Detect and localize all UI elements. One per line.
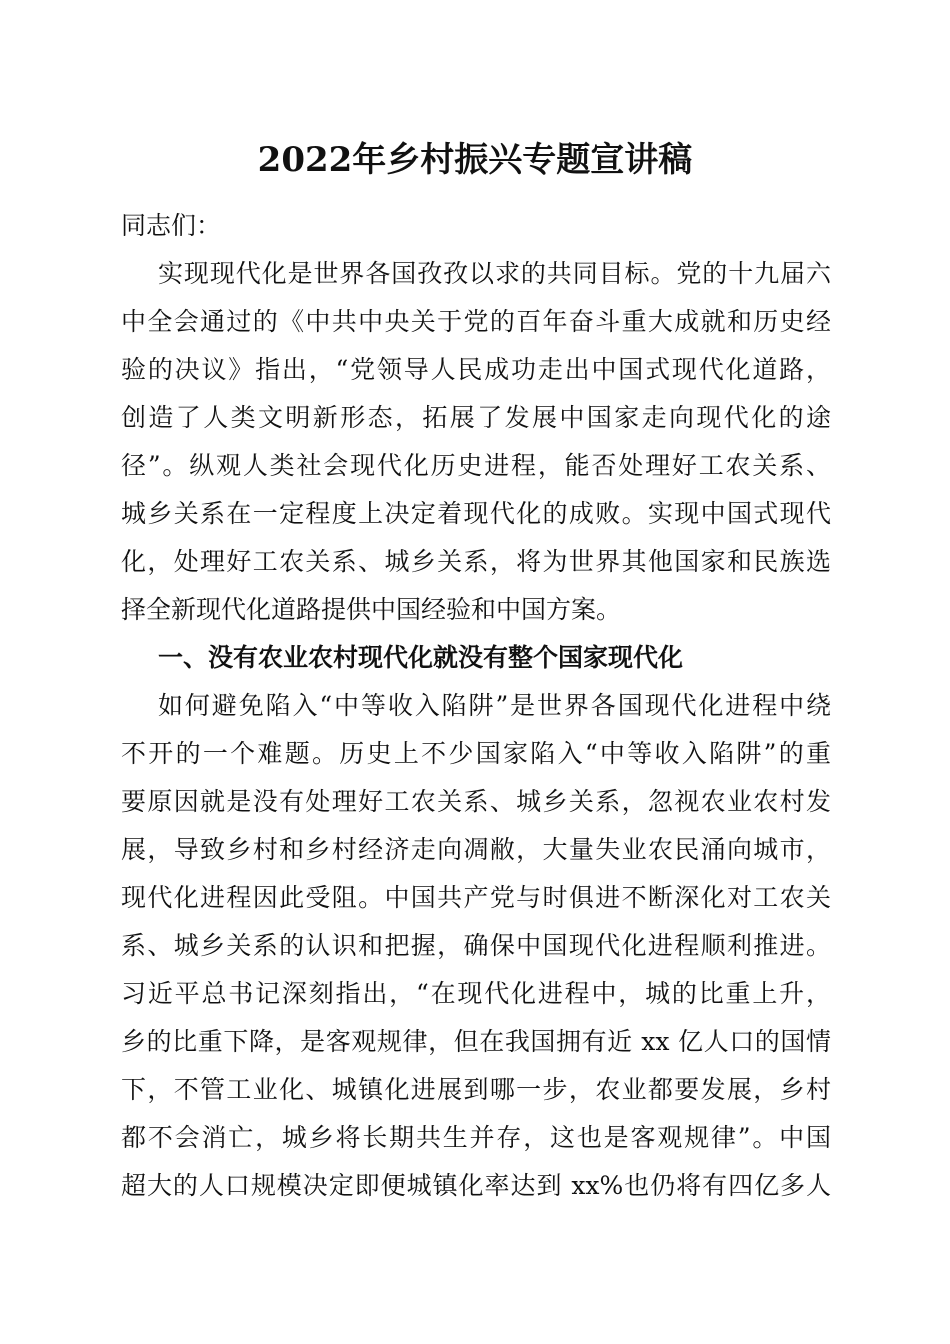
text-line: 超大的人口规模决定即便城镇化率达到 xx%也仍将有四亿多人 <box>121 1171 831 1200</box>
text-line: 创造了人类文明新形态，拓展了发展中国家走向现代化的途 <box>121 403 831 432</box>
text-line: 展，导致乡村和乡村经济走向凋敝，大量失业农民涌向城市， <box>121 835 831 864</box>
text-line: 乡的比重下降，是客观规律，但在我国拥有近 xx 亿人口的国情 <box>121 1027 831 1056</box>
text-line: 要原因就是没有处理好工农关系、城乡关系，忽视农业农村发 <box>121 787 831 816</box>
section-heading-1: 一、没有农业农村现代化就没有整个国家现代化 <box>158 643 684 672</box>
text-line: 验的决议》指出，“党领导人民成功走出中国式现代化道路， <box>121 355 831 384</box>
text-line: 系、城乡关系的认识和把握，确保中国现代化进程顺利推进。 <box>121 931 831 960</box>
salutation: 同志们： <box>121 211 222 240</box>
text-line: 不开的一个难题。历史上不少国家陷入“中等收入陷阱”的重 <box>121 739 831 768</box>
paragraph-section-1 <box>121 682 831 1210</box>
text-line: 中全会通过的《中共中央关于党的百年奋斗重大成就和历史经 <box>121 307 831 336</box>
text-line: 如何避免陷入“中等收入陷阱”是世界各国现代化进程中绕 <box>158 691 831 720</box>
text-line: 径”。纵观人类社会现代化历史进程，能否处理好工农关系、 <box>121 451 831 480</box>
text-line: 下，不管工业化、城镇化进展到哪一步，农业都要发展，乡村 <box>121 1075 831 1104</box>
paragraph-intro <box>121 250 831 634</box>
text-line: 都不会消亡，城乡将长期共生并存，这也是客观规律”。中国 <box>121 1123 831 1152</box>
document-body <box>121 202 831 1210</box>
text-line: 择全新现代化道路提供中国经验和中国方案。 <box>121 595 622 624</box>
text-line: 城乡关系在一定程度上决定着现代化的成败。实现中国式现代 <box>121 499 831 528</box>
text-line: 化，处理好工农关系、城乡关系，将为世界其他国家和民族选 <box>121 547 831 576</box>
text-line: 现代化进程因此受阻。中国共产党与时俱进不断深化对工农关 <box>121 883 831 912</box>
document-title: 2022年乡村振兴专题宣讲稿 <box>257 140 693 180</box>
text-line: 习近平总书记深刻指出，“在现代化进程中，城的比重上升， <box>121 979 831 1008</box>
text-line: 实现现代化是世界各国孜孜以求的共同目标。党的十九届六 <box>158 259 831 288</box>
